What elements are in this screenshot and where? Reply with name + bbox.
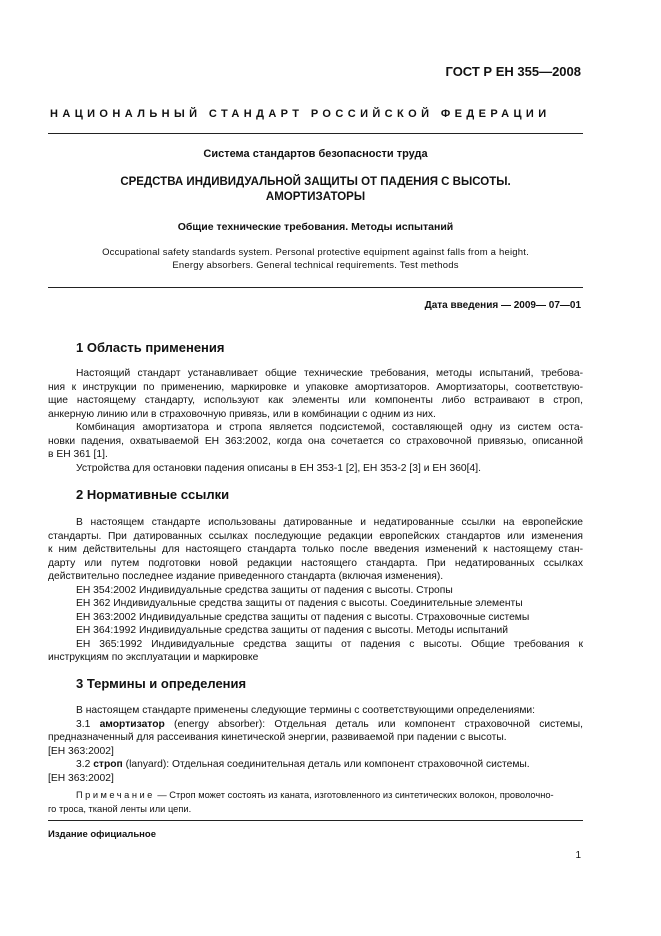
section2-line: стандарты. При датированных ссылках последующие редакции европейских стандартов или изменения xyxy=(48,530,583,542)
section1-line: Комбинация амортизатора и стропа является подсистемой, составляющей одну из систем оста- xyxy=(76,422,583,433)
term-text: (lanyard): Отдельная соединительная деталь или компонент страховочной системы. xyxy=(125,759,530,770)
term-text: (energy absorber): Отдельная деталь или компонент страховочной системы, xyxy=(174,718,583,730)
section2-heading: 2 Нормативные ссылки xyxy=(76,487,230,502)
term-word: амортизатор xyxy=(99,718,165,730)
edition-label: Издание официальное xyxy=(48,829,156,840)
normative-reference: ЕН 362 Индивидуальные средства защиты от падения с высоты. Соединительные элементы xyxy=(76,598,523,609)
section2-line: к ним действительны для настоящего стандарта только после введения изменений к настоящему стан- xyxy=(48,544,583,555)
note-line xyxy=(48,789,583,803)
section1-line: анкерную линию или в страховочную привязь, или в комбинации с одним из них. xyxy=(48,408,436,420)
document-title-line2: АМОРТИЗАТОРЫ xyxy=(265,191,366,203)
term-definition-line: предназначенный для рассеивания кинетической энергии, развиваемой при падении с высоты. xyxy=(48,732,507,743)
section1-line: Устройства для остановки падения описаны в ЕН 353-1 [2], ЕН 353-2 [3] и ЕН 360[4]. xyxy=(76,462,481,474)
term-definition xyxy=(48,758,583,772)
note xyxy=(48,789,583,816)
section1-line: новки падения, охватываемой ЕН 363:2002, когда она сочетается со страховочной привязью, описанной xyxy=(48,435,583,447)
standard-number: ГОСТ Р ЕН 355—2008 xyxy=(445,64,581,79)
section1-line: ния к инструкции по применению, маркировке и упаковке амортизаторов. Амортизаторы, соответствую- xyxy=(48,381,583,393)
normative-reference: ЕН 365:1992 Индивидуальные средства защиты от падения с высоты. Общие требования к xyxy=(76,638,583,650)
note-text: — Строп может состоять из каната, изготовленного из синтетических волокон, проволочно- xyxy=(157,790,554,800)
title-divider xyxy=(48,287,583,288)
section3-intro: В настоящем стандарте применены следующие термины с соответствующими определениями: xyxy=(76,705,536,716)
english-title-line1: Occupational safety standards system. Personal protective equipment against falls from a height. xyxy=(102,247,529,258)
note-line: го троса, тканой ленты или цепи. xyxy=(48,803,192,814)
term-definition xyxy=(48,718,583,732)
normative-reference: ЕН 363:2002 Индивидуальные средства защиты от падения с высоты. Страховочные системы xyxy=(76,611,530,623)
section2-line: В настоящем стандарте использованы датированные и недатированные ссылки на европейские xyxy=(76,517,583,528)
national-standard-banner: НАЦИОНАЛЬНЫЙ СТАНДАРТ РОССИЙСКОЙ ФЕДЕРАЦИИ xyxy=(50,108,551,120)
note-label: Примечание xyxy=(76,790,155,800)
section1-line: в ЕН 361 [1]. xyxy=(48,449,108,460)
normative-reference: ЕН 354:2002 Индивидуальные средства защиты от падения с высоты. Стропы xyxy=(76,584,453,596)
section2-line: дарту или путем подготовки новой редакции настоящего стандарта. При недатированных ссылках xyxy=(48,557,583,569)
document-title-line1: СРЕДСТВА ИНДИВИДУАЛЬНОЙ ЗАЩИТЫ ОТ ПАДЕНИЯ С ВЫСОТЫ. xyxy=(120,176,511,188)
normative-reference: ЕН 364:1992 Индивидуальные средства защиты от падения с высоты. Методы испытаний xyxy=(76,625,509,636)
section2-body xyxy=(48,516,583,665)
term-number: 3.2 xyxy=(76,759,91,770)
term-source: [ЕН 363:2002] xyxy=(48,772,114,784)
page-number: 1 xyxy=(575,850,581,861)
english-title-line2: Energy absorbers. General technical requirements. Test methods xyxy=(172,260,459,271)
section3-body xyxy=(48,704,583,785)
term-source: [ЕН 363:2002] xyxy=(48,745,114,757)
term-word: строп xyxy=(93,759,123,770)
series-title: Система стандартов безопасности труда xyxy=(203,148,428,160)
section3-heading: 3 Термины и определения xyxy=(76,676,247,691)
section1-body xyxy=(48,367,583,475)
top-divider xyxy=(48,133,583,134)
section2-line: действительно последнее издание приведенного стандарта (включая изменения). xyxy=(48,571,444,582)
section1-line: Настоящий стандарт устанавливает общие технические требования, методы испытаний, требова- xyxy=(76,368,583,379)
introduction-date: Дата введения — 2009— 07—01 xyxy=(424,300,581,311)
term-number: 3.1 xyxy=(76,718,91,730)
section1-heading: 1 Область применения xyxy=(76,340,225,355)
normative-reference: инструкциям по эксплуатации и маркировке xyxy=(48,652,259,663)
document-subtitle: Общие технические требования. Методы испытаний xyxy=(177,221,454,233)
footer-divider xyxy=(48,820,583,821)
section1-line: щие настоящему стандарту, используют как элементы или компоненты либо встраивают в строп, xyxy=(48,395,583,406)
